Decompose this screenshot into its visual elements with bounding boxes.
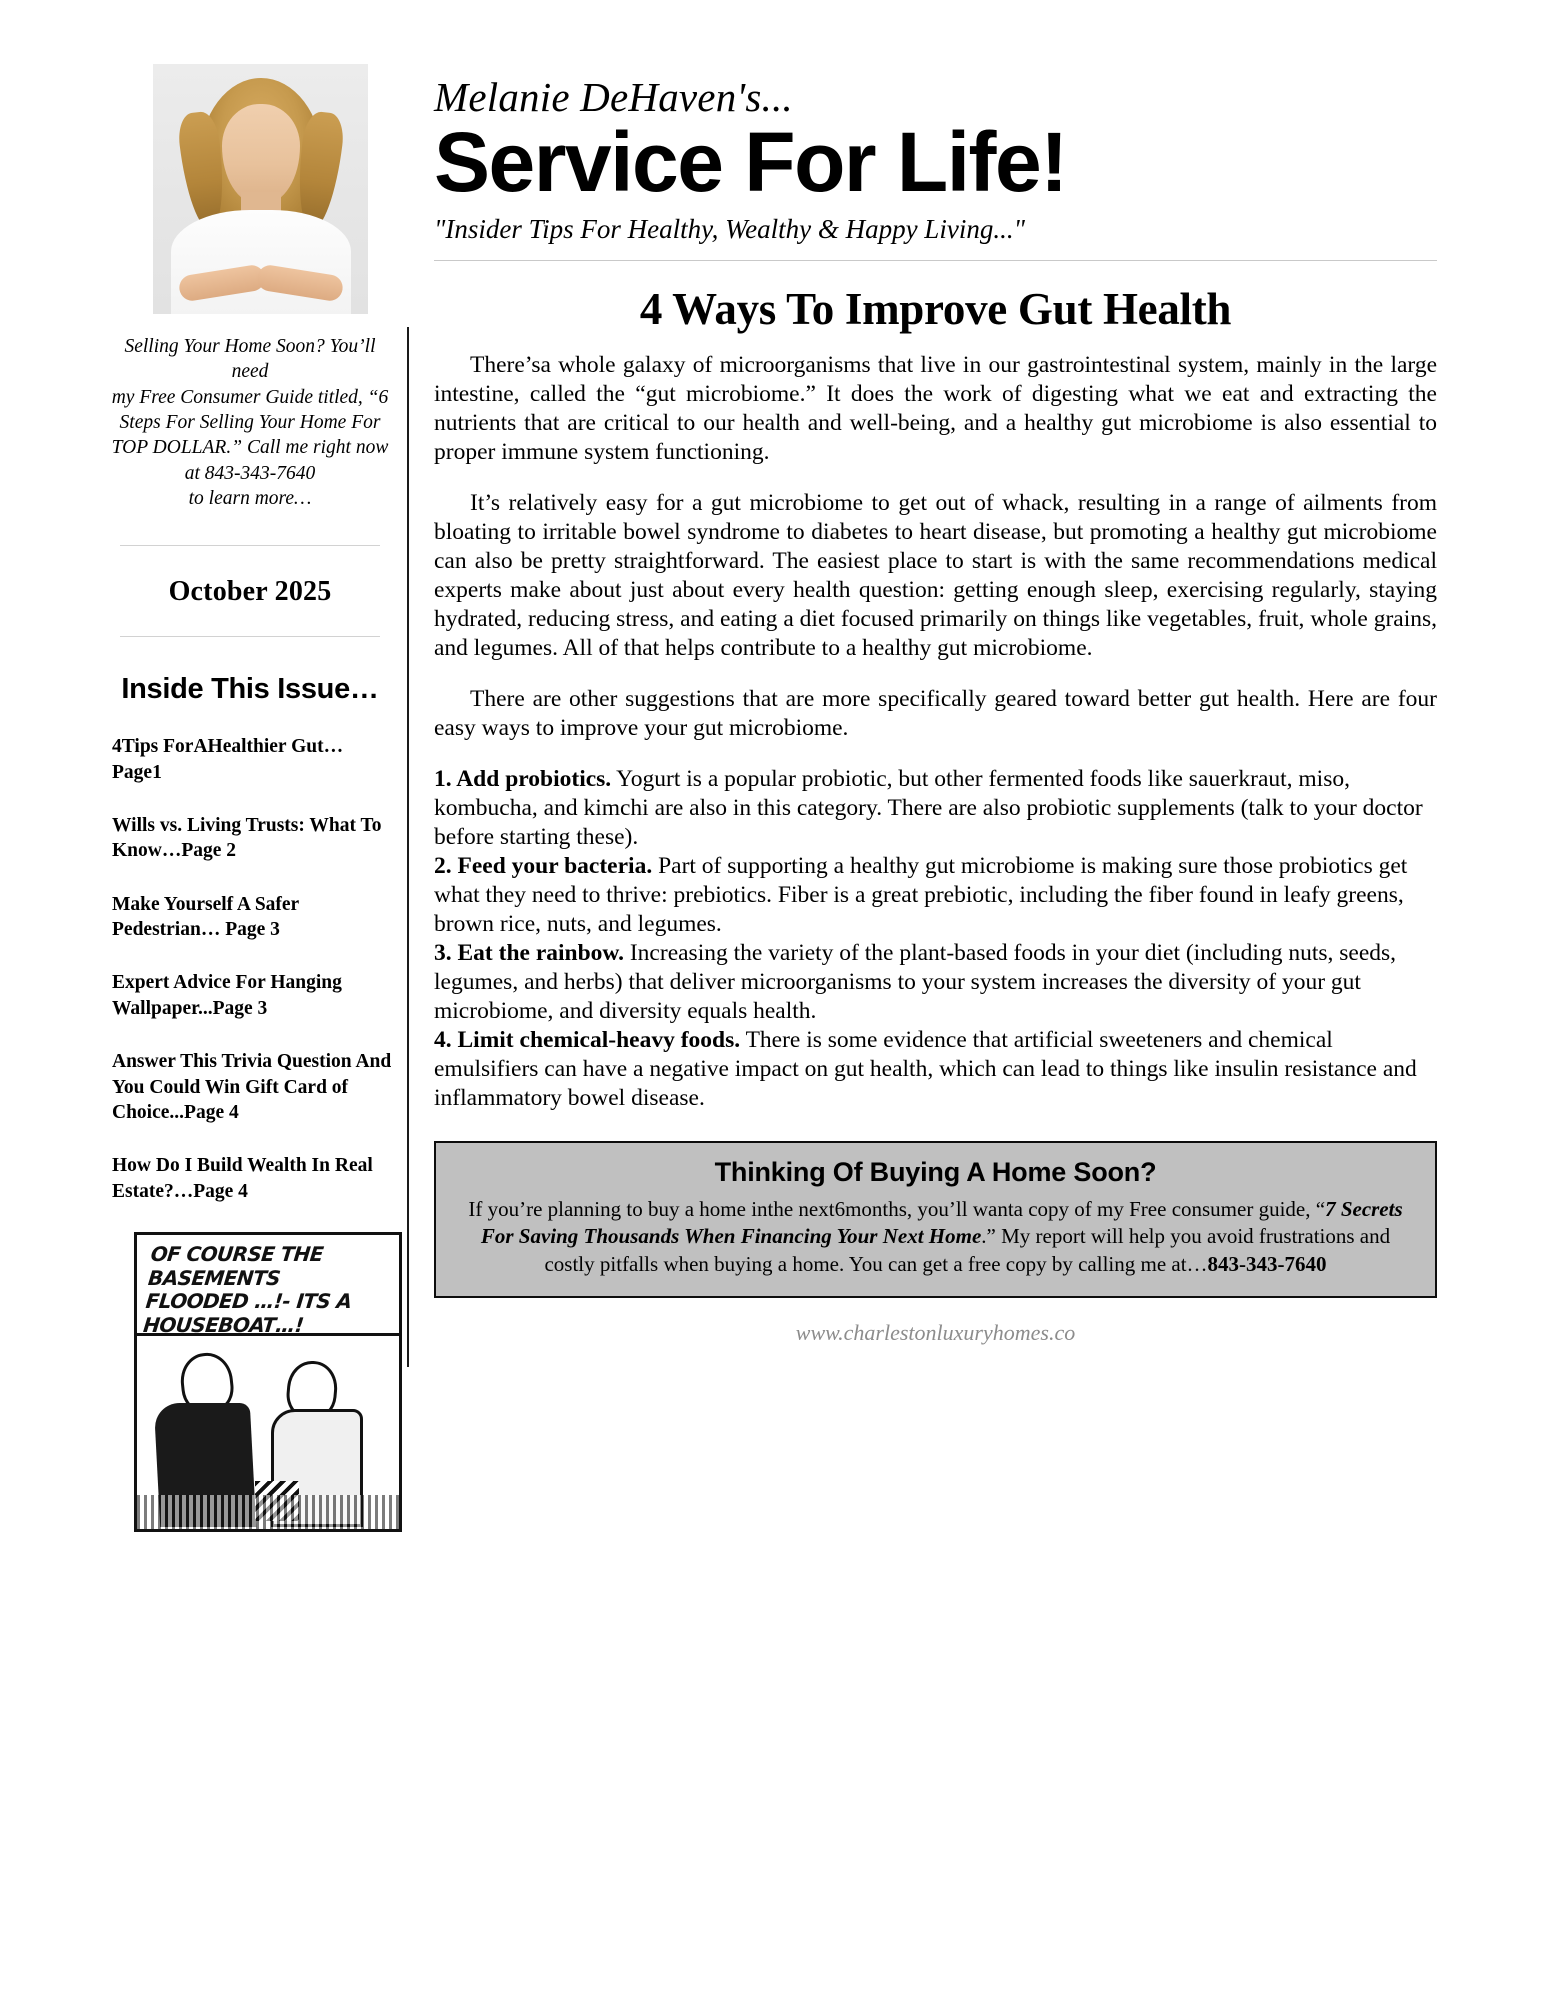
cartoon-caption-divider — [137, 1333, 399, 1336]
cartoon-caption-line-3: HOUSEBOAT…! — [142, 1312, 305, 1337]
tip-label-4: 4. Limit chemical-heavy foods. — [434, 1027, 741, 1054]
tip-label-3: 3. Eat the rainbow. — [434, 940, 624, 967]
blurb-line-3: Steps For Selling Your Home For — [119, 412, 381, 434]
list-item[interactable]: Make Yourself A Safer Pedestrian… Page 3 — [112, 893, 299, 941]
tip-item-1 — [434, 765, 1437, 852]
tip-label-1: 1. Add probiotics. — [434, 765, 612, 792]
avatar — [153, 64, 368, 314]
main-column — [410, 0, 1545, 2000]
table-of-contents — [112, 734, 392, 1203]
article-headline: 4 Ways To Improve Gut Health — [639, 283, 1232, 334]
main-article — [434, 283, 1437, 1113]
cartoon-caption — [142, 1243, 398, 1337]
issue-date: October 2025 — [168, 576, 332, 608]
tip-label-2: 2. Feed your bacteria. — [434, 852, 653, 879]
article-paragraph-1: There’sa whole galaxy of microorganisms that live in our gastrointestinal system, mainly in the large intestine, called the “gut microbiome.” It does the work of digesting what we eat and extracting the nutrients that are critical to our health and well-being, and a healthy gut microbiome is also essential to proper immune system functioning. — [434, 351, 1437, 465]
blurb-line-2: my Free Consumer Guide titled, “6 — [111, 386, 389, 408]
article-paragraph-3: There are other suggestions that are more specifically geared toward better gut health. Here are four easy ways to improve your gut microbiome. — [434, 685, 1437, 741]
inside-this-issue-heading: Inside This Issue… — [121, 673, 379, 706]
list-item[interactable]: Answer This Trivia Question And You Could Win Gift Card of Choice...Page 4 — [112, 1051, 392, 1123]
blurb-line-6: to learn more… — [188, 488, 312, 510]
tip-text-4: There is some evidence that artificial sweeteners and chemical emulsifiers can have a negative impact on gut health, which can lead to things like insulin resistance and inflammatory bowel disease. — [434, 1027, 1417, 1112]
cartoon-caption-line-2: FLOODED …!- ITS A — [144, 1289, 353, 1314]
tip-item-2 — [434, 852, 1437, 939]
website-url[interactable]: www.charlestonluxuryhomes.co — [795, 1320, 1076, 1346]
buying-a-home-callout — [434, 1141, 1437, 1298]
callout-body — [456, 1196, 1415, 1278]
cartoon-caption-line-1: OF COURSE THE BASEMENTS — [147, 1241, 325, 1290]
callout-body-part-1: If you’re planning to buy a home inthe next6months, you’ll wanta copy of my Free consumer guide, “ — [468, 1197, 1326, 1222]
divider-above-date — [120, 545, 380, 546]
blurb-line-1: Selling Your Home Soon? You’ll need — [124, 336, 376, 383]
tip-text-2: Part of supporting a healthy gut microbiome is making sure those probiotics get what they need to thrive: prebiotics. Fiber is a great prebiotic, including the fiber found in leafy greens, brown rice, nuts, and legumes. — [434, 852, 1408, 938]
sidebar-promo-blurb — [108, 334, 392, 511]
page-title: Service For Life! — [434, 115, 1067, 210]
divider-below-date — [120, 636, 380, 637]
masthead-tagline: "Insider Tips For Healthy, Wealthy & Happy Living..." — [434, 214, 1025, 245]
callout-body-part-2: .” My report will help you avoid frustrations and costly pitfalls when buying a home. You can get a free copy by calling me at… — [544, 1224, 1391, 1276]
list-item[interactable]: Wills vs. Living Trusts: What To Know…Page 2 — [112, 815, 382, 862]
list-item[interactable]: How Do I Build Wealth In Real Estate?…Page 4 — [112, 1155, 373, 1202]
tip-text-1: Yogurt is a popular probiotic, but other fermented foods like sauerkraut, miso, kombucha, and kimchi are also in this category. There are also probiotic supplements (talk to your doctor before starting these). — [434, 765, 1423, 850]
blurb-line-5: at 843-343-7640 — [184, 462, 316, 484]
tip-item-3 — [434, 939, 1437, 1026]
column-divider-rule — [407, 327, 409, 1367]
callout-guide-title: 7 Secrets For Saving Thousands When Financing Your Next Home — [480, 1197, 1403, 1249]
masthead — [434, 60, 1437, 261]
tips-list — [434, 765, 1437, 1113]
tip-item-4 — [434, 1026, 1437, 1113]
callout-title: Thinking Of Buying A Home Soon? — [714, 1157, 1157, 1188]
masthead-divider — [434, 260, 1437, 261]
list-item[interactable]: 4Tips ForAHealthier Gut…Page1 — [112, 736, 344, 783]
cartoon-illustration — [134, 1232, 402, 1532]
tip-text-3: Increasing the variety of the plant-based foods in your diet (including nuts, seeds, legumes, and herbs) that deliver microorganisms to your system increases the diversity of your gut microbiome, and diversity equals health. — [434, 940, 1397, 1025]
sidebar-column — [0, 0, 410, 2000]
blurb-line-4: TOP DOLLAR.” Call me right now — [111, 437, 389, 459]
cartoon-water — [137, 1495, 399, 1529]
article-paragraph-2: It’s relatively easy for a gut microbiome to get out of whack, resulting in a range of ailments from bloating to irritable bowel syndrome to diabetes to heart disease, but promoting a healthy gut microbiome can also be pretty straightforward. The easiest place to start is with the same recommendations medical experts make about just about every health question: getting enough sleep, exercising regularly, staying hydrated, reducing stress, and eating a diet focused primarily on things like vegetables, fruit, whole grains, and legumes. All of that helps contribute to a healthy gut microbiome. — [434, 489, 1437, 661]
callout-phone[interactable]: 843-343-7640 — [1207, 1251, 1327, 1276]
masthead-kicker: Melanie DeHaven's... — [434, 74, 793, 120]
list-item[interactable]: Expert Advice For Hanging Wallpaper...Page 3 — [112, 972, 342, 1019]
portrait-face — [222, 104, 300, 204]
